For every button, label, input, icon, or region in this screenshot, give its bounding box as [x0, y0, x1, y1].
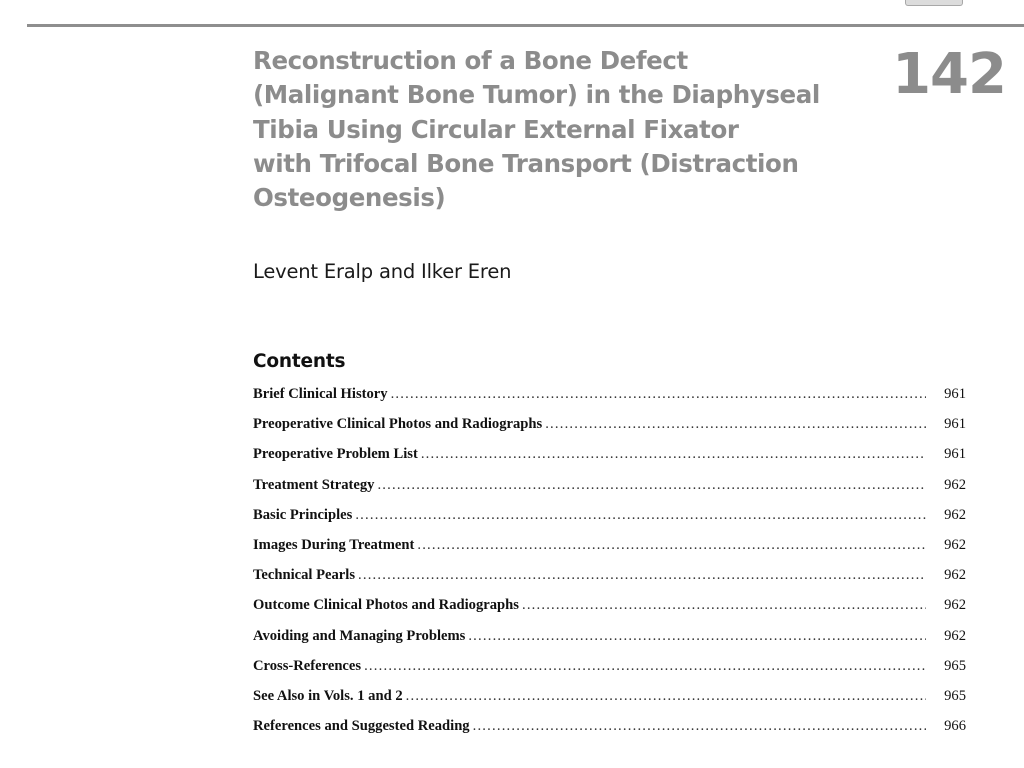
toc-entry-label: Basic Principles: [253, 506, 353, 523]
page-corner-tab: [905, 0, 963, 6]
table-of-contents: [253, 381, 966, 743]
toc-dot-leader: [468, 623, 926, 649]
toc-entry-label: Images During Treatment: [253, 536, 415, 553]
toc-entry-label: Avoiding and Managing Problems: [253, 627, 466, 644]
toc-dot-leader: [355, 502, 926, 528]
toc-dot-leader: [417, 532, 926, 558]
toc-dot-leader: [377, 472, 926, 498]
toc-dot-leader: [421, 441, 926, 467]
toc-entry-label: Preoperative Problem List: [253, 446, 418, 463]
toc-dot-leader: [473, 713, 926, 739]
toc-dot-leader: [364, 653, 926, 679]
toc-entry-page: 962: [944, 536, 966, 553]
toc-entry-page: 962: [944, 476, 966, 493]
toc-dot-leader: [406, 683, 926, 709]
chapter-title-line: with Trifocal Bone Transport (Distraction: [253, 148, 799, 178]
toc-dot-leader: [391, 381, 926, 407]
toc-entry-brief-clinical-history[interactable]: [253, 381, 966, 411]
toc-entry-images-during-treatment[interactable]: [253, 532, 966, 562]
toc-entry-label: Cross-References: [253, 657, 362, 674]
header-rule: [27, 24, 1024, 27]
toc-entry-page: 962: [944, 506, 966, 523]
toc-entry-page: 962: [944, 597, 966, 614]
toc-entry-page: 962: [944, 567, 966, 584]
toc-entry-page: 961: [944, 416, 966, 433]
toc-entry-avoiding-problems[interactable]: [253, 623, 966, 653]
toc-entry-page: 965: [944, 687, 966, 704]
toc-entry-label: Preoperative Clinical Photos and Radiographs: [253, 416, 543, 433]
toc-entry-treatment-strategy[interactable]: [253, 472, 966, 502]
toc-entry-cross-references[interactable]: [253, 653, 966, 683]
toc-entry-page: 966: [944, 718, 966, 735]
chapter-title: [253, 44, 873, 215]
toc-dot-leader: [545, 411, 926, 437]
chapter-title-line: Osteogenesis): [253, 183, 446, 213]
chapter-number: 142: [892, 42, 1006, 107]
toc-entry-technical-pearls[interactable]: [253, 562, 966, 592]
toc-entry-page: 965: [944, 657, 966, 674]
chapter-title-line: Tibia Using Circular External Fixator: [253, 114, 739, 144]
toc-entry-label: References and Suggested Reading: [253, 718, 470, 735]
contents-heading: Contents: [253, 351, 346, 372]
toc-dot-leader: [358, 562, 926, 588]
toc-entry-label: Treatment Strategy: [253, 476, 375, 493]
chapter-title-line: Reconstruction of a Bone Defect: [253, 46, 688, 75]
chapter-authors: Levent Eralp and Ilker Eren: [253, 260, 512, 283]
toc-entry-outcome-photos[interactable]: [253, 592, 966, 622]
toc-entry-see-also[interactable]: [253, 683, 966, 713]
toc-entry-preoperative-problem-list[interactable]: [253, 441, 966, 471]
chapter-title-line: (Malignant Bone Tumor) in the Diaphyseal: [253, 80, 820, 110]
toc-entry-label: Brief Clinical History: [253, 386, 388, 402]
toc-entry-basic-principles[interactable]: [253, 502, 966, 532]
toc-entry-preoperative-photos[interactable]: [253, 411, 966, 441]
toc-entry-label: Technical Pearls: [253, 567, 356, 584]
toc-entry-page: 961: [944, 446, 966, 463]
toc-entry-label: Outcome Clinical Photos and Radiographs: [253, 597, 519, 614]
toc-entry-page: 962: [944, 627, 966, 644]
toc-dot-leader: [522, 592, 926, 618]
toc-entry-label: See Also in Vols. 1 and 2: [253, 687, 403, 704]
toc-entry-page: 961: [944, 386, 966, 402]
toc-entry-references[interactable]: [253, 713, 966, 743]
